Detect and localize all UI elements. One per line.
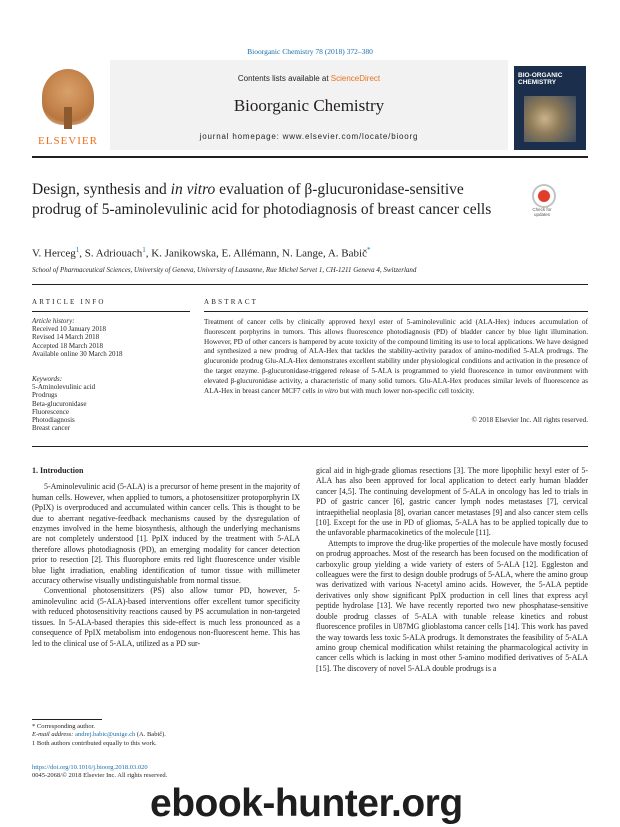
- doi-block: [32, 764, 300, 780]
- title-divider: [32, 284, 588, 285]
- author-mark: *: [366, 246, 371, 254]
- body-column-left: [32, 466, 300, 649]
- keywords-label: Keywords:: [32, 375, 63, 383]
- sciencedirect-link[interactable]: ScienceDirect: [330, 74, 381, 83]
- email-link[interactable]: andrej.babic@unige.ch: [75, 731, 136, 739]
- history-item: Accepted 18 March 2018: [32, 341, 103, 350]
- elsevier-logo: [32, 63, 104, 147]
- tree-trunk-icon: [64, 107, 72, 129]
- abstract-italic: in vitro: [317, 386, 339, 395]
- author-name[interactable]: E. Allémann: [221, 247, 277, 260]
- author-mark: 1: [142, 246, 146, 254]
- body-paragraph: 5-Aminolevulinic acid (5-ALA) is a precursor of heme present in the majority of human cells. However, when applied to tumors, a photosensitizer protoporphyrin IX (PpIX) is overproduced and accumulated within cancer cells. This is thought to be due to aberrant negative-feedback mechanisms caused by the dysregulation of enzymes involved in the heme biosynthesis, although the underlying mechanisms are not completely understood [1]. PpIX induced by the treatment with 5-ALA therefore allows photodiagnosis (PD), an emerging modality for cancer detection prior to resection [2]. This fluorophore emits red light fluorescence under visible blue light irradiation, enabling identification of tumor tissue with millimeter accuracy otherwise visually undistinguishable from normal tissue.: [32, 482, 300, 586]
- keyword-item: Fluorescence: [32, 407, 69, 416]
- title-part-1: Design, synthesis and: [32, 181, 171, 198]
- title-italic: in vitro: [170, 181, 216, 198]
- cover-art-image: [524, 96, 576, 142]
- journal-cover: [514, 66, 586, 150]
- keyword-item: Breast cancer: [32, 424, 70, 433]
- email-label: E-mail address:: [32, 731, 76, 739]
- body-paragraph: Attempts to improve the drug-like properties of the molecule have mostly focused on prodrug approaches. Most of the research has been focused on the modification of carboxylic group yielding a wide variety of esters of 5-ALA [12]. Eggleston and colleagues were the first to design double prodrugs of 5-ALA, where the amino group was derivatized with various N-acetyl amino acids. However, the 5-ALA peptide derivatives only show significant PpIX production in cell lines that express acyl peptide hydrolase [13]. We have recently reported two new phosphatase-sensitive double prodrug classes of 5-ALA with tunable release kinetics and robust fluorescence profiles in U87MG glioblastoma cancer cells [14]. This work has paved the way towards less toxic 5-ALA prodrugs. It demonstrates the feasibility of 5-ALA amino group chemical modification whilst retaining the pharmacological activity in cancer cells which is lacking in most other 5-amino modified derivatives of 5-ALA [15]. The discovery of novel 5-ALA double prodrugs is a: [316, 538, 588, 673]
- contents-prefix: Contents lists available at: [237, 74, 331, 83]
- cover-title: BIO-ORGANIC CHEMISTRY: [518, 72, 563, 86]
- header-divider: [32, 156, 588, 158]
- author-list: [32, 246, 588, 260]
- journal-homepage: [110, 132, 508, 141]
- article-history: [32, 317, 192, 358]
- journal-citation-link[interactable]: Bioorganic Chemistry 78 (2018) 372–380: [247, 47, 373, 56]
- author-name[interactable]: S. Adriouach: [84, 247, 143, 260]
- journal-header: [110, 60, 508, 150]
- abstract-part-1: Treatment of cancer cells by clinically approved hexyl ester of 5-aminolevulinic acid (ALA-Hex) induces accumulation of fluorescent porphyrins in tumors. This allows fluorescence photodiagnosis (PD) of bladder cancer by blue light illumination. However, PD of other cancers is hampered by acute toxicity of the compound limiting its use to local applications. We have designed and synthesized a new prodrug of ALA-Hex that tackles the stability-activity paradox of amino-modified 5-ALA prodrugs. The glucuronide prodrug Glu-ALA-Hex demonstrates excellent stability under physiological conditions and activation in the presence of the target enzyme. β-glucuronidase-triggered release of 5-ALA is programmed to yield fluorescence in tumor environment with elevated β-glucuronidase activity, a characteristic of many solid tumors. Glu-ALA-Hex produces similar levels of fluorescence as ALA-Hex in breast cancer MCF7 cells: [204, 318, 588, 395]
- abstract-divider: [32, 446, 588, 447]
- footnote-rule: [32, 719, 102, 720]
- author-separator: ,: [276, 247, 283, 260]
- author-separator: ,: [322, 247, 328, 260]
- body-paragraph: gical aid in high-grade gliomas resections [3]. The more lipophilic hexyl ester of 5-ALA has also been approved for local application to detect early human bladder cancer [4,5]. The continuing development of 5-ALA in oncology has led to trials in PD of gastric cancer [6], gastric cancer lymph nodes metastases [7], cervical intraepithelial neoplasia [8], ovarian cancer metastases [9] and also cancer stem cells [10]. Except for the use in PD of gliomas, 5-ALA has to be applied topically due to the unfavorable pharmacokinetics of the molecule [11].: [316, 466, 588, 538]
- article-info-rule: [32, 311, 190, 312]
- abstract-part-2: but with much lower non-specific cell toxicity.: [338, 386, 475, 395]
- journal-title: Bioorganic Chemistry: [233, 96, 385, 115]
- abstract-copyright: © 2018 Elsevier Inc. All rights reserved.: [471, 416, 588, 424]
- check-updates-label: Check for updates: [532, 207, 552, 217]
- history-item: Revised 14 March 2018: [32, 333, 100, 342]
- section-heading: 1. Introduction: [32, 466, 84, 475]
- publisher-name: ELSEVIER: [38, 135, 98, 147]
- check-updates-icon: [532, 184, 556, 208]
- check-for-updates-button[interactable]: [525, 184, 559, 218]
- keywords: [32, 375, 192, 432]
- abstract-heading: ABSTRACT: [204, 298, 259, 306]
- issn-line: 0045-2068/© 2018 Elsevier Inc. All rights reserved.: [32, 772, 168, 780]
- keyword-item: 5-Aminolevulinic acid: [32, 383, 96, 392]
- author-name[interactable]: V. Herceg: [32, 247, 76, 260]
- homepage-prefix: journal homepage:: [199, 132, 283, 141]
- article-title: [32, 180, 492, 220]
- affiliation: School of Pharmaceutical Sciences, University of Geneva, University of Lausanne, Rue Michel Servet 1, CH-1211 Geneva 4, Switzerland: [32, 266, 417, 274]
- author-name[interactable]: A. Babič: [327, 247, 367, 260]
- contents-line: [110, 74, 508, 83]
- abstract-text: [204, 318, 588, 396]
- history-label: Article history:: [32, 317, 75, 325]
- corresponding-author-note: * Corresponding author.: [32, 723, 96, 730]
- author-mark: 1: [75, 246, 80, 254]
- author-name[interactable]: K. Janikowska: [151, 247, 217, 260]
- keyword-item: Beta-glucuronidase: [32, 399, 87, 408]
- author-separator: ,: [216, 247, 222, 260]
- email-note: [32, 731, 300, 739]
- abstract-rule: [204, 311, 588, 312]
- title-part-2: evaluation of β-glucuronidase-sensitive prodrug of 5-aminolevulinic acid for photodiagnosis of breast cancer cells: [32, 181, 492, 218]
- author-separator: ,: [79, 247, 85, 260]
- author-separator: ,: [145, 247, 152, 260]
- history-item: Received 10 January 2018: [32, 325, 107, 334]
- keyword-item: Photodiagnosis: [32, 416, 75, 425]
- check-updates-bookmark-icon: [538, 190, 550, 202]
- body-column-right: [316, 466, 588, 674]
- footnotes: [32, 723, 300, 748]
- author-name[interactable]: N. Lange: [282, 247, 323, 260]
- doi-link[interactable]: https://doi.org/10.1016/j.bioorg.2018.03.020: [32, 764, 148, 771]
- email-suffix: (A. Babič).: [135, 731, 166, 739]
- keyword-item: Prodrugs: [32, 391, 58, 400]
- article-info-heading: ARTICLE INFO: [32, 298, 106, 306]
- homepage-link[interactable]: www.elsevier.com/locate/bioorg: [282, 132, 419, 141]
- watermark: ebook-hunter.org: [150, 782, 463, 825]
- body-paragraph: Conventional photosensitizers (PS) also allow tumor PD, however, 5-aminolevulinc acid (5-ALA)-based interventions offer excellent tumor specificity with reduced photosensitivity reactions caused by PS accumulation in non-targeted tissues. In 5-ALA-based therapies this side-effect is much less pronounced as a consequence of PpIX metabolism into endogenous non-fluorescent heme. This has led to the clinical use of 5-ALA, utilized as a PD sur-: [32, 586, 300, 648]
- equal-contribution-note: 1 Both authors contributed equally to this work.: [32, 739, 157, 747]
- history-item: Available online 30 March 2018: [32, 349, 123, 358]
